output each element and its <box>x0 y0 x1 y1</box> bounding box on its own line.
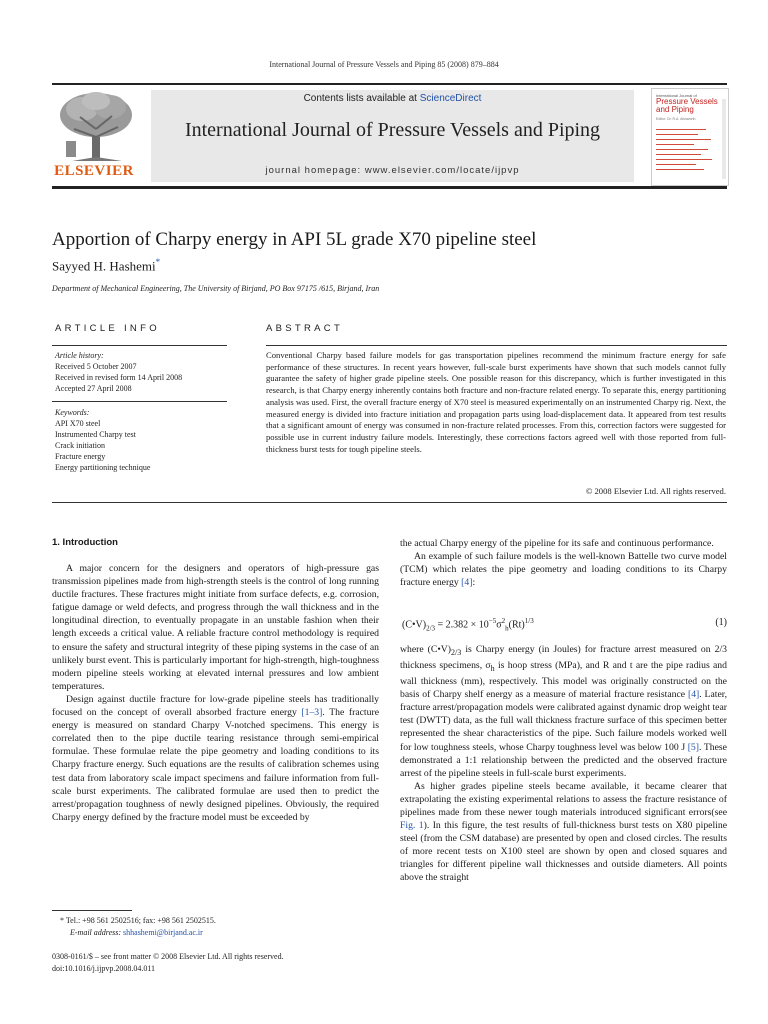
eq-sigma: σ <box>496 619 502 631</box>
citation-link[interactable]: [4] <box>461 577 473 589</box>
cover-toc-line <box>656 139 711 140</box>
journal-cover-thumbnail <box>651 88 729 186</box>
eq-rt-sup: 1/3 <box>524 617 534 625</box>
cover-toc-line <box>656 154 701 155</box>
text-run: . These demonstrated a 1:1 relationship between the predicted and the observed fracture arrest of the pipeline steels in full-scale burst experiments. <box>400 741 727 779</box>
keywords-rule <box>52 401 227 402</box>
contents-prefix: Contents lists available at <box>303 93 420 104</box>
journal-homepage[interactable]: journal homepage: www.elsevier.com/locate/ijpvp <box>265 165 520 176</box>
right-column-continued <box>400 643 727 885</box>
eq-sigma-sub: h <box>505 624 509 633</box>
cover-editor: Editor: Dr. R.A. Ainsworth <box>656 117 696 121</box>
cover-toc-line <box>656 149 708 150</box>
article-title: Apportion of Charpy energy in API 5L grade X70 pipeline steel <box>52 229 537 250</box>
text-sub: h <box>490 663 495 673</box>
cover-title <box>656 98 726 114</box>
masthead-box <box>151 90 634 182</box>
keyword: Fracture energy <box>55 452 106 461</box>
introduction-heading: 1. Introduction <box>52 537 118 548</box>
intro-paragraph-1: A major concern for the designers and operators of high-pressure gas transmission pipelines made from high-strength steels is the control of long running ductile fractures. These fractures might initiate from surface defects, e.g. corrosion, fatigue damage or weld defects, and progress through the wall thickness and in the longitudinal direction, to eventually propagate in an unstable fashion when their length exceeds a critical value. A reliable fracture control methodology is required to ensure the safety and structural integrity of these piping systems in the case of an unlikely burst event. This is particularly important for high-strength, high-toughness modern pipeline steels working at elevated internal pressures and low ambient temperatures. <box>52 563 379 692</box>
footnote-rule <box>52 910 132 911</box>
author-line <box>52 257 160 274</box>
article-info-rule <box>52 345 227 346</box>
email-link[interactable]: shhashemi@birjand.ac.ir <box>123 928 203 937</box>
cover-toc-line <box>656 134 698 135</box>
email-label: E-mail address: <box>70 928 124 937</box>
eq-sigma-sup: 2 <box>501 617 506 625</box>
cover-title-line-1: Pressure Vessels <box>656 97 718 106</box>
history-revised: Received in revised form 14 April 2008 <box>55 373 183 382</box>
keyword: Energy partitioning technique <box>55 463 151 472</box>
intro-paragraph-continued: the actual Charpy energy of the pipeline for its safe and continuous performance. <box>400 538 714 549</box>
citation-link[interactable]: [4] <box>687 689 700 701</box>
author-name: Sayyed H. Hashemi <box>52 258 156 274</box>
keyword: Crack initiation <box>55 441 105 450</box>
cover-title-line-2: and Piping <box>656 105 694 114</box>
eq-lhs: (C•V) <box>402 619 427 631</box>
right-column <box>400 537 727 589</box>
article-info-label: ARTICLE INFO <box>55 323 160 334</box>
eq-rt: (Rt) <box>508 619 525 631</box>
doi-line[interactable]: doi:10.1016/j.ijpvp.2008.04.011 <box>52 964 156 973</box>
text-run: Design against ductile fracture for low-grade pipeline steels has traditionally focused on the concept of overall absorbed fracture energy <box>52 693 379 719</box>
cover-toc-line <box>656 129 706 130</box>
history-received: Received 5 October 2007 <box>55 362 137 371</box>
keyword: API X70 steel <box>55 419 101 428</box>
contents-line <box>151 93 634 104</box>
history-heading: Article history: <box>55 351 104 360</box>
intro-paragraph-5 <box>400 780 727 885</box>
text-run: . Later, fracture arrest/propagation models were calibrated against dynamic drop weight tear test (DWTT) data, as the full wall thickness fracture surface of this specimen better represented the shear characteristics of the pipe. Such failure models worked well for low toughness steels, whose Charpy toughness level was below 100 J <box>400 689 728 753</box>
corresponding-author-mark[interactable]: * <box>155 257 161 267</box>
sciencedirect-link[interactable]: ScienceDirect <box>419 93 482 104</box>
affiliation: Department of Mechanical Engineering, The University of Birjand, PO Box 97175 /615, Birjand, Iran <box>52 284 380 293</box>
cover-toc-line <box>656 164 696 165</box>
footnote-tel: * Tel.: +98 561 2502516; fax: +98 561 2502515. <box>60 916 216 925</box>
abstract-label: ABSTRACT <box>266 323 344 334</box>
eq-lhs-sub: 2/3 <box>426 624 436 633</box>
masthead-bottom-rule <box>52 186 727 189</box>
article-history <box>55 350 182 394</box>
cover-toc-line <box>656 159 712 160</box>
masthead-top-rule <box>52 83 727 85</box>
equation-1 <box>402 617 727 631</box>
text-sub: 2/3 <box>451 647 462 657</box>
citation-link[interactable]: [5] <box>687 741 699 753</box>
issn-line: 0308-0161/$ – see front matter © 2008 Elsevier Ltd. All rights reserved. <box>52 952 284 961</box>
intro-paragraph-3 <box>400 550 727 589</box>
text-run: is hoop stress (MPa), and R and t are the pipe radius and wall thickness (mm), respectively. This model was originally constructed on the basis of Charpy shelf energy as a measure of material fracture resistance <box>400 660 727 701</box>
abstract-top-rule <box>266 345 727 346</box>
elsevier-wordmark: ELSEVIER <box>54 163 134 179</box>
front-matter-end-rule <box>52 502 727 503</box>
text-run: where (C•V) <box>400 644 451 655</box>
text-run: . The fracture energy is measured on standard Charpy V-notched specimens. This energy is correlated then to the pipe ductile tearing resistance through semi-empirical formulae. These formulae relate the pipe geometry and loading conditions to its Charpy fracture energy. Such equations are the results of calibration schemes using test data from laboratory scale impact specimens and failure information from full-scale burst experiments. The calibrated formulae are used then to predict the arrest/propagation toughness of newly designed pipelines. Obviously, the required Charpy energy defined by the fracture model must be exceeded by <box>52 707 379 823</box>
abstract-copyright: © 2008 Elsevier Ltd. All rights reserved. <box>585 486 726 496</box>
equation-body <box>402 617 534 632</box>
running-head: International Journal of Pressure Vessels and Piping 85 (2008) 879–884 <box>269 60 499 69</box>
cover-toc-line <box>656 144 694 145</box>
equation-number: (1) <box>715 617 727 628</box>
text-run: An example of such failure models is the well-known Battelle two curve model (TCM) which relates the pipe geometry and loading conditions to its Charpy fracture energy <box>400 551 727 589</box>
journal-title: International Journal of Pressure Vessels and Piping <box>184 119 601 141</box>
keyword: Instrumented Charpy test <box>55 430 136 439</box>
keywords-heading: Keywords: <box>55 408 90 417</box>
eq-exp: −5 <box>488 617 497 625</box>
citation-link[interactable]: [1–3] <box>301 707 323 719</box>
eq-mid: = 2.382 × 10 <box>435 619 489 631</box>
text-run: ). In this figure, the test results of full-thickness burst tests on X80 pipeline steel (from the CSM database) are presented by open and closed circles. The results of more recent tests on X100 steel are shown by open and closed squares and triangles for different pipeline wall thicknesses and outside diameters. All points above the straight <box>400 820 727 884</box>
footnote-email-line <box>70 928 203 937</box>
text-run: is Charpy energy (in Joules) for fracture arrest measured on 2/3 thickness specimens, σ <box>400 644 728 672</box>
abstract-text: Conventional Charpy based failure models for gas transportation pipelines recommend the minimum fracture energy for safe performance of these structures. In recent years however, full-scale burst experiments have shown that such models cannot fully guarantee the safety of higher grade pipeline steels. One possible reason for this discrepancy, which is further investigated in this research, is that Charpy energy inherently contains both fracture and non-fracture related energy. To separate this, energy partitioning analysis was used. First, the overall fracture energy of X70 steel is measured experimentally on an instrumented Charpy rig. Next, the measured energy is divided into fracture initiation and propagation parts using load-displacement data. It appeared from test results that a significant amount of energy was consumed in non-fracture related processes. From this, correction factors were suggested for possible use in current industry failure models. Interestingly, these corrections factors agreed well with those reported from full-thickness burst tests for tough pipeline steels. <box>266 350 726 454</box>
intro-paragraph-2 <box>52 693 379 824</box>
figure-link[interactable]: Fig. 1 <box>400 820 424 832</box>
cover-small-text: International Journal of <box>656 93 697 98</box>
text-run: As higher grades pipeline steels became available, it became clearer that extrapolating the existing experimental relations to assess the fracture resistance of pipelines made from these newer tough materials introduced significant errors(see <box>400 780 727 818</box>
cover-side-bar <box>722 99 726 179</box>
cover-toc-line <box>656 169 704 170</box>
text-run: : <box>472 577 476 589</box>
intro-paragraph-4 <box>400 643 727 780</box>
keywords-list <box>55 407 150 473</box>
history-accepted: Accepted 27 April 2008 <box>55 384 132 393</box>
left-column <box>52 562 379 824</box>
